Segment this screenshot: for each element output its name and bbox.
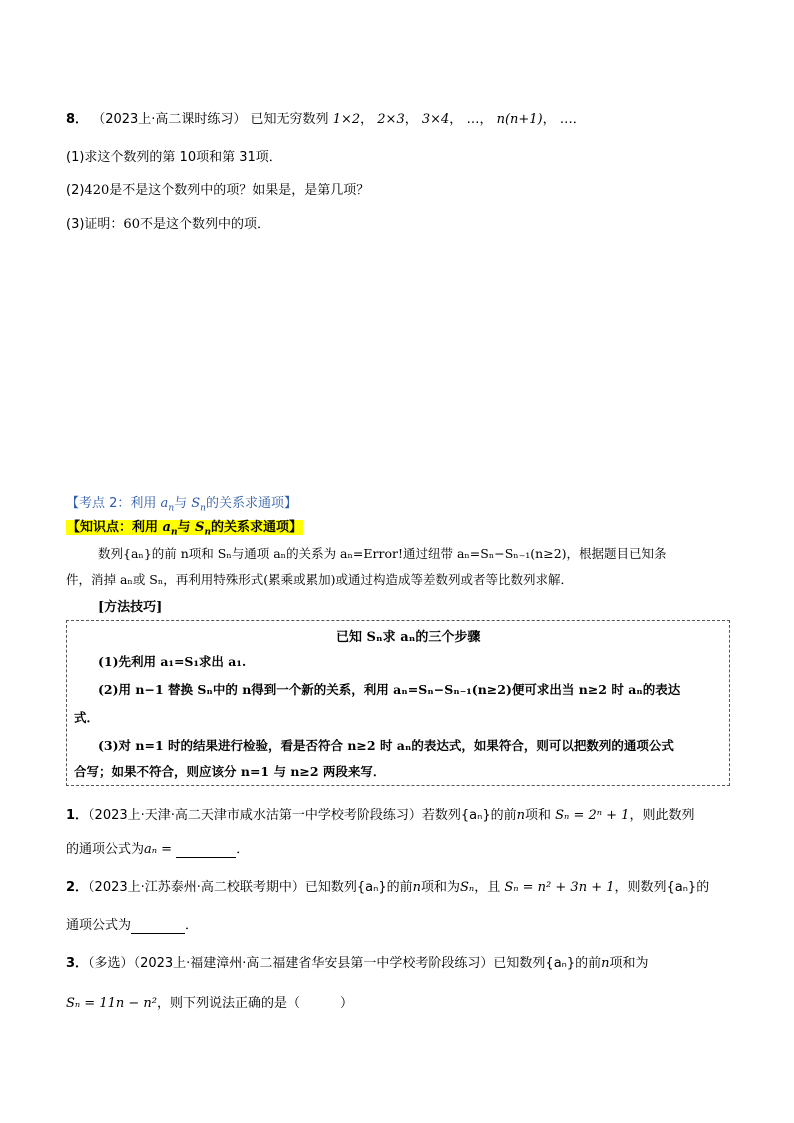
part-2-text: 是不是这个数列中的项？如果是，是第几项？ (109, 183, 370, 198)
sentence-end: ． (236, 842, 250, 857)
knowledge-paragraph-line-1: 数列{aₙ}的前 n项和 Sₙ与通项 aₙ的关系为 aₙ=Error!通过纽带 aₙ=Sₙ−Sₙ₋₁(n≥2)，根据题目已知条 (98, 546, 667, 561)
step-3-line-1: (3)对 n=1 时的结果进行检验，看是否符合 n≥2 时 aₙ的表达式，如果符合，则可以把数列的通项公式 (98, 738, 674, 753)
answer-blank[interactable] (131, 918, 185, 934)
symbol-s: S (191, 496, 201, 511)
question-number: 2． (66, 880, 89, 895)
knowledge-prefix: 【知识点：利用 (67, 520, 163, 535)
question-number: 1． (66, 808, 89, 823)
part-3-text: 不是这个数列中的项． (139, 217, 270, 232)
sequence-ellipsis-2: … (559, 112, 573, 127)
question-text-4: ，则数列{aₙ}的 (614, 880, 710, 895)
step-1: (1)先利用 a₁=S₁求出 a₁. (98, 654, 247, 669)
sum-symbol: Sₙ (460, 880, 475, 895)
question-number: 8． (66, 112, 89, 127)
question-text-2: 项和 (524, 808, 551, 823)
step-2-line-2: 式． (74, 710, 100, 725)
section-heading: 【考点 2：利用 $a_n$与 $S_n$的关系求通项】 (66, 496, 297, 514)
question-source: （2023上·江苏泰州·高二校联考期中） (88, 880, 305, 895)
answer-blank[interactable] (176, 842, 236, 858)
question-1-line-1 (66, 804, 694, 823)
question-2-line-2 (66, 914, 198, 934)
subscript-n: n (168, 503, 175, 514)
question-source: （2023上·福建漳州·高二福建省华安县第一中学校考阶段练习） (133, 956, 494, 971)
question-text-4: 的通项公式为 (66, 842, 145, 857)
method-label: [方法技巧] (98, 600, 163, 615)
part-3-prefix: (3)证明： (66, 217, 124, 232)
sequence-term-3: 3×4 (421, 112, 450, 127)
sum-formula: Sₙ = 11n − n² (66, 996, 157, 1011)
sentence-end: ． (185, 918, 199, 933)
step-2-line-1: (2)用 n−1 替换 Sₙ中的 n得到一个新的关系，利用 aₙ=Sₙ−Sₙ₋₁(n≥2)便可求出当 n≥2 时 aₙ的表达 (98, 682, 681, 697)
sum-formula: Sₙ = n² + 3n + 1 (504, 880, 615, 895)
question-text: 若数列{aₙ}的前 (421, 808, 517, 823)
question-3-line-1 (66, 952, 649, 971)
variable-n: n (516, 808, 525, 823)
question-8-part-1: (1)求这个数列的第 10项和第 31项． (66, 150, 282, 165)
question-number: 3． (66, 956, 89, 971)
question-2-line-1 (66, 876, 709, 895)
sum-formula: Sₙ = 2ⁿ + 1 (555, 808, 630, 823)
sentence-end: ． (572, 112, 586, 127)
variable-n: n (601, 956, 610, 971)
section-title-suffix: 的关系求通项】 (205, 496, 297, 511)
question-source: （2023上·天津·高二天津市咸水沽第一中学校考阶段练习） (88, 808, 422, 823)
section-title-mid: 与 (174, 496, 192, 511)
knowledge-paragraph-line-2: 件，消掉 aₙ或 Sₙ，再利用特殊形式(累乘或累加)或通过构造成等差数列或者等比数列求解． (66, 572, 574, 587)
general-term-label: aₙ = (144, 842, 173, 857)
step-3-line-2: 合写；如果不符合，则应该分 n=1 与 n≥2 两段来写． (74, 764, 386, 779)
question-text: 已知数列{aₙ}的前 (304, 880, 413, 895)
question-3-line-2 (66, 992, 353, 1011)
question-text-2: 项和为 (609, 956, 649, 971)
question-8-part-2: (2)420是不是这个数列中的项？如果是，是第几项？ (66, 183, 370, 198)
question-text-3: ，则下列说法正确的是（ (157, 996, 301, 1011)
sequence-general-term: n(n+1) (496, 112, 543, 127)
number-60: 60 (123, 217, 140, 232)
sequence-term-2: 2×3 (377, 112, 405, 127)
question-8-part-3 (66, 213, 270, 232)
question-source: （2023上·高二课时练习） (92, 112, 247, 127)
paren-close: ） (340, 996, 354, 1011)
number-420: 420 (84, 183, 110, 198)
question-text: 已知数列{aₙ}的前 (493, 956, 602, 971)
question-8-line: 8． （2023上·高二课时练习） 已知无穷数列 1×2， 2×3， 3×4， …， n(n+1)， …． (66, 112, 586, 127)
question-text-3: ，则此数列 (629, 808, 695, 823)
sequence-term-1: 1×2 (332, 112, 361, 127)
question-intro: 已知无穷数列 (250, 112, 329, 127)
steps-box-title: 已知 Sₙ求 aₙ的三个步骤 (336, 630, 481, 645)
variable-n: n (412, 880, 421, 895)
section-title-prefix: 【考点 2：利用 (66, 496, 161, 511)
sequence-ellipsis: … (466, 112, 480, 127)
symbol-a: a (160, 496, 169, 511)
multi-select-tag: （多选） (88, 956, 134, 971)
question-text-5: 通项公式为 (66, 918, 132, 933)
knowledge-heading: 【知识点：利用 $a_n$与 $S_n$的关系求通项】 (67, 520, 302, 538)
question-text-2: 项和为 (420, 880, 460, 895)
knowledge-suffix: 的关系求通项】 (210, 520, 302, 535)
question-text-3: ，且 (474, 880, 501, 895)
question-1-line-2 (66, 838, 249, 858)
knowledge-mid: 与 (177, 520, 196, 535)
